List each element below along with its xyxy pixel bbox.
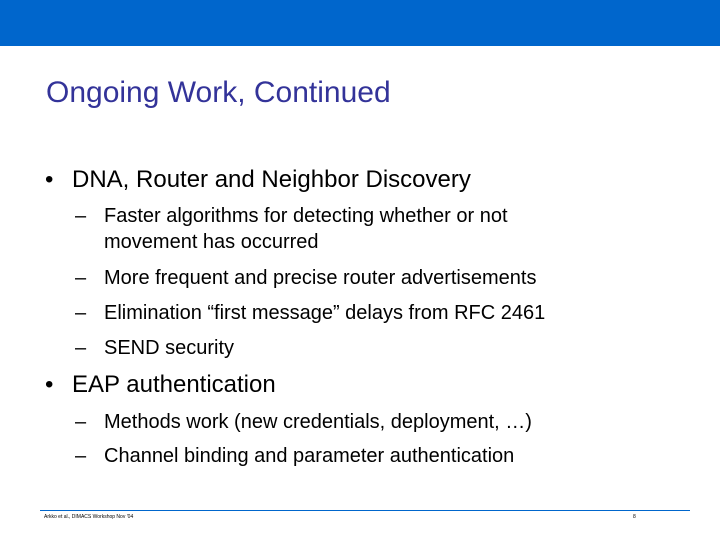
sub-bullet-marker: – — [75, 411, 87, 433]
footer-divider — [40, 510, 690, 511]
sub-bullet-marker: – — [75, 267, 87, 289]
bullet-marker: • — [45, 166, 54, 193]
page-number: 8 — [633, 514, 636, 520]
sub-bullet-marker: – — [75, 302, 87, 324]
sub-bullet-text: More frequent and precise router advertisements — [104, 267, 537, 289]
bullet-text: EAP authentication — [72, 371, 276, 398]
bullet-text: DNA, Router and Neighbor Discovery — [72, 166, 471, 193]
sub-bullet-text: Faster algorithms for detecting whether or not movement has occurred — [104, 205, 508, 253]
sub-bullet-marker: – — [75, 337, 87, 359]
sub-bullet-text: Methods work (new credentials, deployment, …) — [104, 411, 532, 433]
sub-bullet-marker: – — [75, 445, 87, 467]
slide-title: Ongoing Work, Continued — [46, 76, 391, 109]
sub-bullet-text: Channel binding and parameter authentication — [104, 445, 515, 467]
sub-bullet-marker: – — [75, 205, 87, 227]
sub-bullet-text: Elimination “first message” delays from RFC 2461 — [104, 302, 546, 324]
bullet-marker: • — [45, 371, 54, 398]
footer-text: Arkko et al., DIMACS Workshop Nov '04 — [44, 514, 134, 520]
sub-bullet-text: SEND security — [104, 337, 235, 359]
